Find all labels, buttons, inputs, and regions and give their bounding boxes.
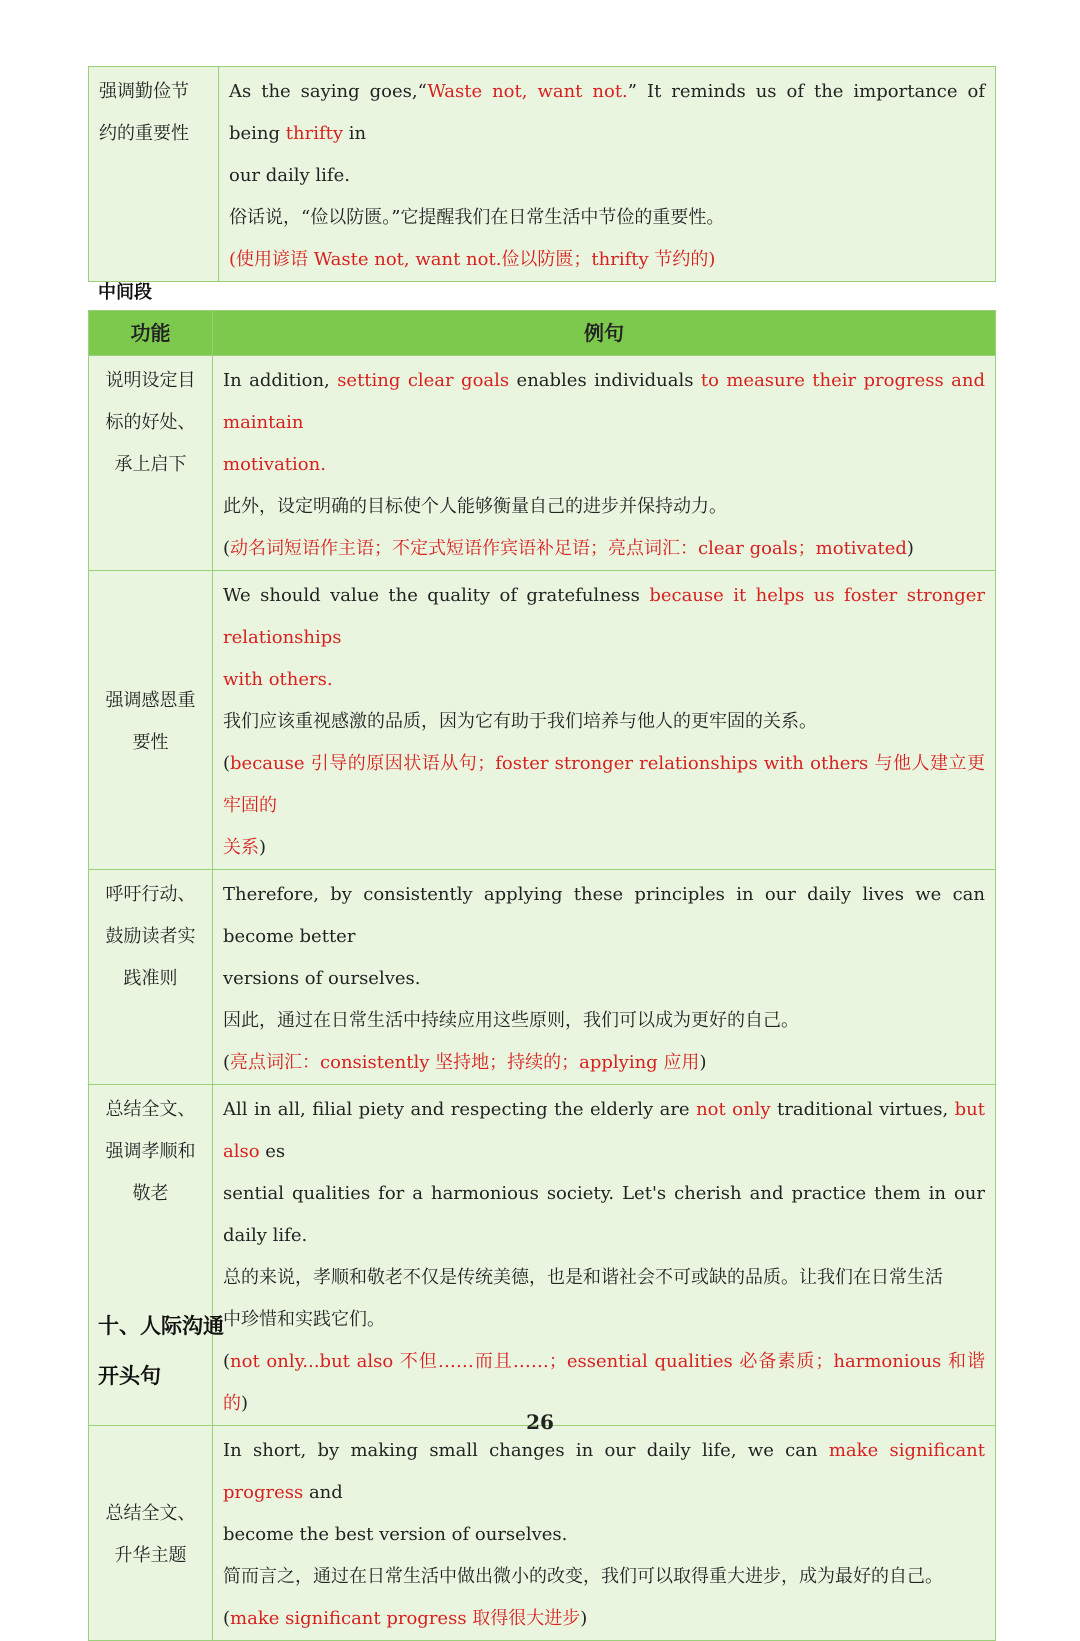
body-text: 简而言之，通过在日常生活中做出微小的改变，我们可以取得重大进步，成为最好的自己。 — [223, 1566, 943, 1587]
highlight-text: not only — [696, 1099, 771, 1120]
function-line: 说明设定目 — [105, 370, 196, 391]
highlight-text: motivation. — [223, 454, 326, 475]
body-text: sential qualities for a harmonious society. Let's cherish and practice them in our daily life. — [223, 1183, 985, 1246]
body-text: ” It reminds us of the importance of being — [229, 81, 985, 144]
function-cell — [89, 67, 219, 282]
function-line: 总结全文、 — [105, 1099, 196, 1120]
example-cell — [213, 571, 996, 870]
body-text: ( — [223, 538, 231, 559]
function-cell — [89, 571, 213, 870]
function-line: 标的好处、 — [105, 412, 196, 433]
highlight-text: 关系 — [223, 837, 259, 858]
body-text: Therefore, by consistently applying these principles in our daily lives we can become better — [223, 884, 985, 947]
body-text: ( — [223, 753, 231, 774]
highlight-text: because it helps us foster stronger relationships — [223, 585, 985, 648]
highlight-text: because 引导的原因状语从句；foster stronger relationships with others 与他人建立更牢固的 — [223, 753, 985, 816]
example-line — [223, 444, 985, 486]
function-line: 敬老 — [132, 1183, 169, 1204]
function-line: 强调勤俭节 — [99, 81, 189, 102]
function-line: 要性 — [132, 732, 169, 753]
example-line — [223, 1514, 985, 1556]
body-text: 我们应该重视感激的品质，因为它有助于我们培养与他人的更牢固的关系。 — [223, 711, 817, 732]
example-cell — [213, 356, 996, 571]
highlight-text: but also — [223, 1099, 986, 1162]
example-cell — [213, 1085, 996, 1426]
header-function: 功能 — [89, 311, 213, 356]
table-header-row — [89, 311, 996, 356]
highlight-text: to measure their progress and maintain — [223, 370, 986, 433]
table-row — [89, 1085, 996, 1426]
function-line: 升华主题 — [114, 1545, 187, 1566]
body-text: 此外，设定明确的目标使个人能够衡量自己的进步并保持动力。 — [223, 496, 727, 517]
function-line: 践准则 — [123, 968, 178, 989]
function-cell — [89, 356, 213, 571]
highlight-text: Waste not, want not. — [427, 81, 628, 102]
top-table — [88, 66, 996, 282]
example-line — [229, 239, 985, 281]
body-text: 总的来说，孝顺和敬老不仅是传统美德，也是和谐社会不可或缺的品质。让我们在日常生活 — [223, 1267, 943, 1288]
example-line — [223, 1556, 985, 1598]
example-line — [223, 486, 985, 528]
example-line — [229, 155, 985, 197]
highlight-text: 亮点词汇：consistently 坚持地；持续的；applying 应用 — [230, 1052, 700, 1073]
example-line — [223, 701, 985, 743]
example-line — [223, 1598, 985, 1640]
table-row — [89, 1426, 996, 1641]
function-line: 承上启下 — [114, 454, 187, 475]
body-text: ( — [223, 1052, 231, 1073]
body-text: and — [303, 1482, 343, 1503]
example-line — [223, 1430, 985, 1514]
body-text: ) — [699, 1052, 707, 1073]
example-line — [223, 1299, 985, 1341]
body-text: es — [259, 1141, 286, 1162]
table-row — [89, 67, 996, 282]
example-line — [223, 1000, 985, 1042]
highlight-text: not only...but also 不但……而且……；essential qualities 必备素质；harmonious 和谐的 — [223, 1351, 985, 1414]
highlight-text: setting clear goals — [337, 370, 510, 391]
body-text: 因此，通过在日常生活中持续应用这些原则，我们可以成为更好的自己。 — [223, 1010, 799, 1031]
example-cell — [213, 1426, 996, 1641]
example-line — [229, 71, 985, 155]
example-line — [223, 1257, 985, 1299]
example-line — [223, 1173, 985, 1257]
highlight-text: make significant progress — [223, 1440, 986, 1503]
body-text: versions of ourselves. — [223, 968, 421, 989]
section-heading-interpersonal: 十、人际沟通 — [98, 1314, 224, 1338]
example-line — [223, 1042, 985, 1084]
example-line — [223, 958, 985, 1000]
function-line: 约的重要性 — [99, 123, 189, 144]
body-text: our daily life. — [229, 165, 350, 186]
function-line: 呼吁行动、 — [105, 884, 196, 905]
body-text: 中珍惜和实践它们。 — [223, 1309, 385, 1330]
section-heading-opening: 开头句 — [98, 1364, 161, 1388]
example-cell — [219, 67, 996, 282]
body-text: As the saying goes,“ — [229, 81, 428, 102]
body-text: in — [343, 123, 367, 144]
body-text: ( — [223, 1608, 231, 1629]
table-row — [89, 356, 996, 571]
function-cell — [89, 1426, 213, 1641]
body-text: ) — [241, 1393, 249, 1414]
function-line: 鼓励读者实 — [105, 926, 196, 947]
example-line — [223, 575, 985, 659]
page-number: 26 — [526, 1410, 554, 1434]
header-example: 例句 — [213, 311, 996, 356]
body-text: 俗话说，“俭以防匮。”它提醒我们在日常生活中节俭的重要性。 — [229, 207, 725, 228]
example-line — [229, 197, 985, 239]
highlight-text: thrifty — [285, 123, 344, 144]
body-text: ) — [906, 538, 914, 559]
example-line — [223, 743, 985, 827]
body-text: become the best version of ourselves. — [223, 1524, 568, 1545]
highlight-text: 动名词短语作主语；不定式短语作宾语补足语；亮点词汇：clear goals；motivated — [230, 538, 907, 559]
example-cell — [213, 870, 996, 1085]
function-cell — [89, 870, 213, 1085]
example-line — [223, 360, 985, 444]
body-text: ( — [223, 1351, 231, 1372]
highlight-text: make significant progress 取得很大进步 — [230, 1608, 581, 1629]
example-line — [223, 528, 985, 570]
example-line — [223, 874, 985, 958]
function-line: 强调孝顺和 — [105, 1141, 196, 1162]
body-text: All in all, filial piety and respecting the elderly are — [223, 1099, 697, 1120]
example-line — [223, 1089, 985, 1173]
middle-paragraph-table — [88, 310, 996, 1641]
table-row — [89, 571, 996, 870]
body-text: We should value the quality of gratefulness — [223, 585, 650, 606]
body-text: traditional virtues, — [770, 1099, 955, 1120]
body-text: ) — [259, 837, 267, 858]
body-text: In addition, — [223, 370, 338, 391]
section-heading-middle: 中间段 — [98, 282, 152, 303]
table-row — [89, 870, 996, 1085]
example-line — [223, 659, 985, 701]
function-line: 强调感恩重 — [105, 690, 196, 711]
body-text: ) — [580, 1608, 588, 1629]
highlight-text: (使用谚语 Waste not, want not.俭以防匮；thrifty 节约的) — [229, 249, 716, 270]
example-line — [223, 827, 985, 869]
highlight-text: with others. — [223, 669, 333, 690]
function-line: 总结全文、 — [105, 1503, 196, 1524]
body-text: In short, by making small changes in our daily life, we can — [223, 1440, 829, 1461]
body-text: enables individuals — [509, 370, 701, 391]
